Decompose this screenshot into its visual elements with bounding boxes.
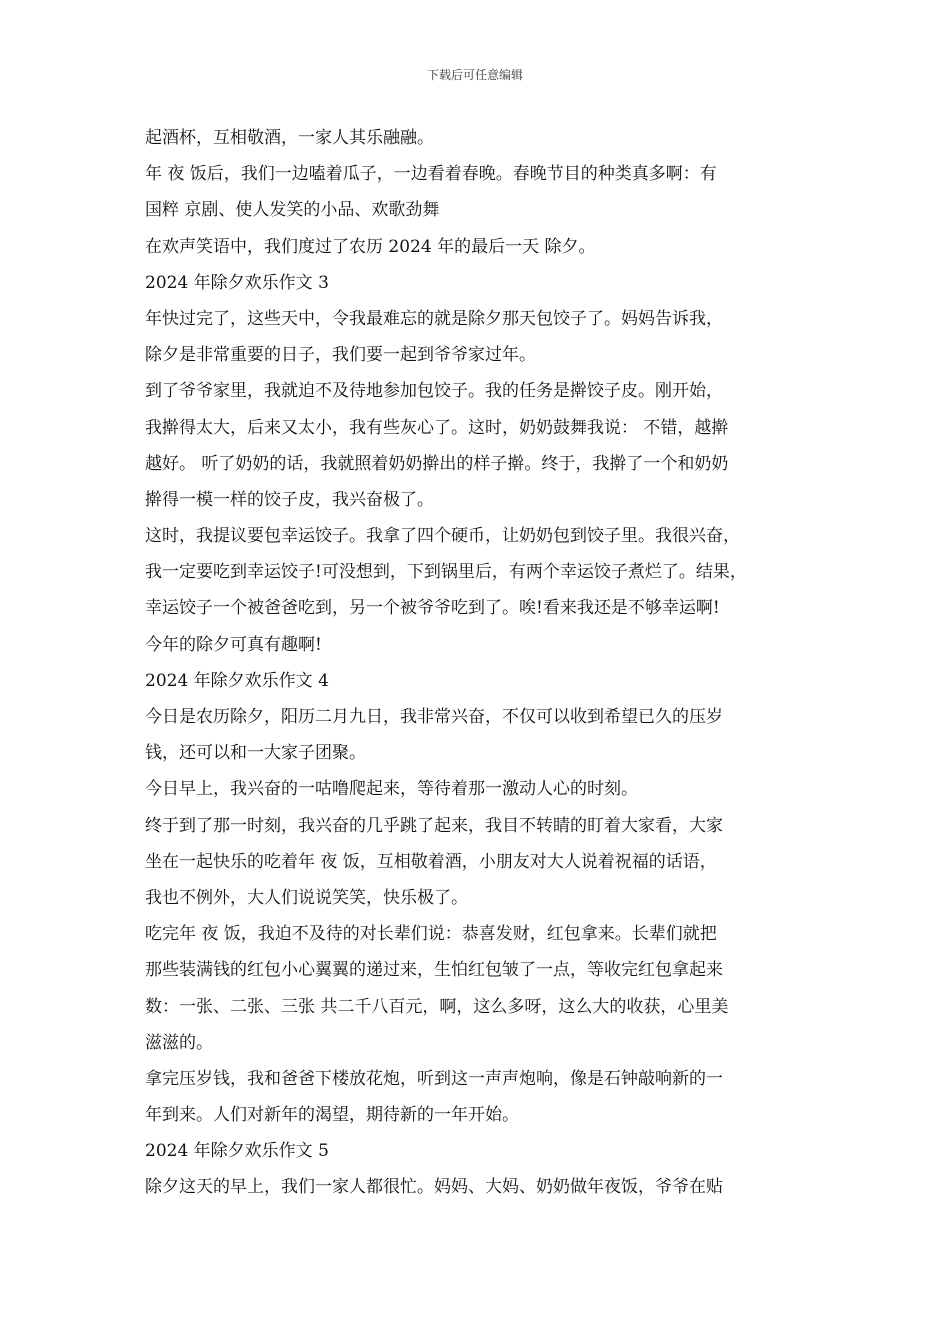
text-line: 我擀得太大，后来又太小，我有些灰心了。这时，奶奶鼓舞我说： 不错，越擀: [145, 417, 729, 438]
text-line: 今日是农历除夕，阳历二月九日，我非常兴奋，不仅可以收到希望已久的压岁: [145, 707, 723, 727]
text-line: 那些装满钱的红包小心翼翼的递过来，生怕红包皱了一点，等收完红包拿起来: [145, 960, 723, 981]
text-line: 到了爷爷家里，我就迫不及待地参加包饺子。我的任务是擀饺子皮。刚开始，: [145, 381, 723, 402]
text-line: 年快过完了，这些天中，令我最难忘的就是除夕那天包饺子了。妈妈告诉我，: [145, 308, 723, 329]
text-line: 年 夜 饭后，我们一边嗑着瓜子，一边看着春晚。春晚节目的种类真多啊：有: [145, 164, 717, 185]
text-line: 今日早上，我兴奋的一咕噜爬起来，等待着那一激动人心的时刻。: [145, 779, 638, 800]
section-heading: 2024 年除夕欢乐作文 4: [145, 670, 329, 691]
text-line: 幸运饺子一个被爸爸吃到，另一个被爷爷吃到了。唉!看来我还是不够幸运啊!: [145, 598, 720, 619]
text-line: 除夕这天的早上，我们一家人都很忙。妈妈、大妈、奶奶做年夜饭，爷爷在贴: [145, 1177, 723, 1198]
text-line: 拿完压岁钱，我和爸爸下楼放花炮，听到这一声声炮响，像是石钟敲响新的一: [145, 1068, 723, 1089]
document-body: [145, 120, 810, 1206]
text-line: 我一定要吃到幸运饺子!可没想到，下到锅里后，有两个幸运饺子煮烂了。结果，: [145, 562, 747, 583]
page-header: 下载后可任意编辑: [426, 68, 523, 82]
text-line: 滋滋的。: [145, 1032, 213, 1053]
text-line: 今年的除夕可真有趣啊!: [145, 634, 322, 655]
text-line: 除夕是非常重要的日子，我们要一起到爷爷家过年。: [145, 345, 536, 366]
text-line: 年到来。人们对新年的渴望，期待新的一年开始。: [145, 1105, 519, 1126]
text-line: 坐在一起快乐的吃着年 夜 饭，互相敬着酒，小朋友对大人说着祝福的话语，: [145, 851, 717, 872]
text-line: 我也不例外，大人们说说笑笑，快乐极了。: [145, 887, 468, 908]
section-heading: 2024 年除夕欢乐作文 3: [145, 272, 329, 293]
text-line: 这时，我提议要包幸运饺子。我拿了四个硬币，让奶奶包到饺子里。我很兴奋，: [145, 526, 740, 547]
text-line: 擀得一模一样的饺子皮，我兴奋极了。: [145, 489, 434, 510]
text-line: 起酒杯，互相敬酒，一家人其乐融融。: [145, 128, 434, 148]
text-line: 国粹 京剧、使人发笑的小品、欢歌劲舞: [145, 200, 440, 221]
text-line: 数：一张、二张、三张 共二千八百元，啊，这么多呀，这么大的收获，心里美: [145, 996, 729, 1017]
text-line: 钱，还可以和一大家子团聚。: [145, 743, 366, 764]
section-heading: 2024 年除夕欢乐作文 5: [145, 1141, 329, 1162]
text-line: 越好。 听了奶奶的话，我就照着奶奶擀出的样子擀。终于，我擀了一个和奶奶: [145, 453, 729, 474]
text-line: 终于到了那一时刻，我兴奋的几乎跳了起来，我目不转睛的盯着大家看，大家: [145, 815, 723, 836]
text-line: 在欢声笑语中，我们度过了农历 2024 年的最后一天 除夕。: [145, 236, 596, 257]
text-line: 吃完年 夜 饭，我迫不及待的对长辈们说：恭喜发财，红包拿来。长辈们就把: [145, 924, 717, 945]
